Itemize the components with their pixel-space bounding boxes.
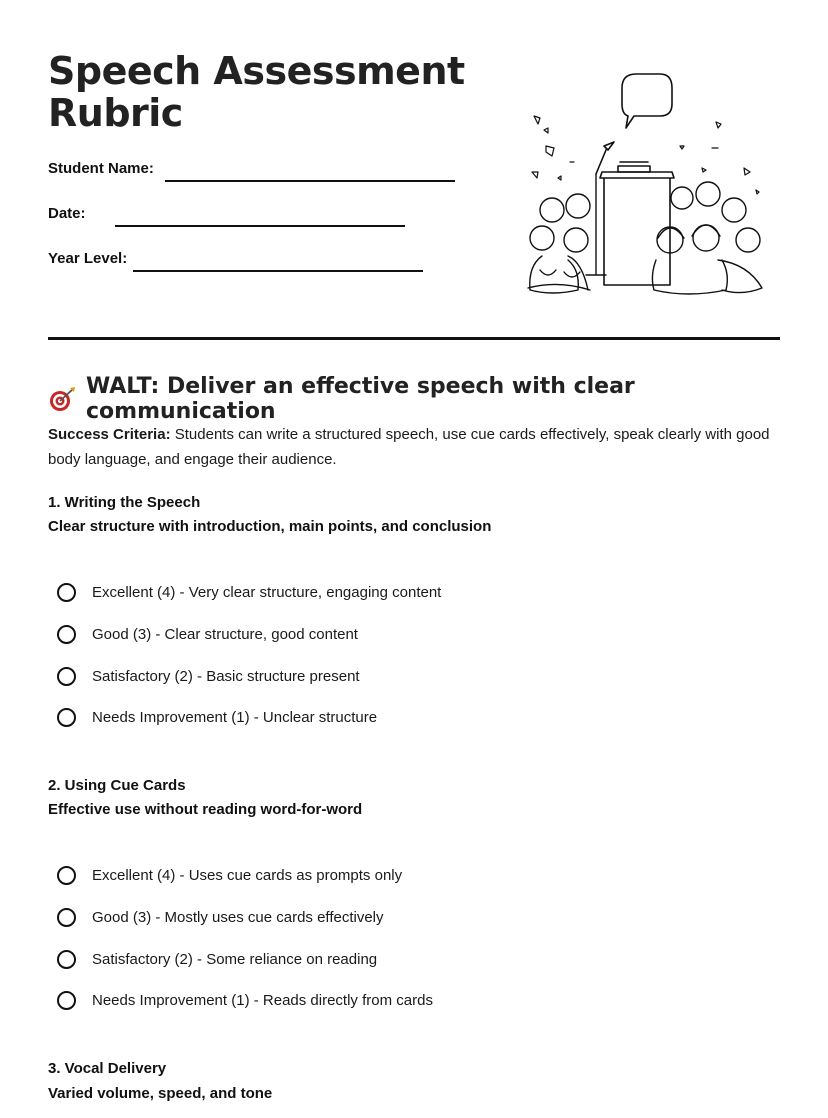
- student-name-label: Student Name:: [48, 160, 154, 177]
- radio-button[interactable]: [57, 991, 76, 1010]
- radio-button[interactable]: [57, 625, 76, 644]
- date-line[interactable]: [115, 225, 405, 227]
- section-2-option-excellent[interactable]: [57, 863, 402, 887]
- success-criteria: [48, 422, 783, 472]
- section-2-option-needs-improvement[interactable]: [57, 988, 433, 1012]
- year-level-label: Year Level:: [48, 250, 128, 267]
- section-3-subtitle: Varied volume, speed, and tone: [48, 1085, 273, 1102]
- section-1-option-good[interactable]: [57, 622, 358, 646]
- divider: [48, 337, 780, 340]
- speech-bubble-icon: [622, 74, 672, 128]
- radio-button[interactable]: [57, 908, 76, 927]
- date-label: Date:: [48, 205, 86, 222]
- target-icon: [48, 386, 78, 412]
- option-label: Excellent (4) - Very clear structure, engaging content: [92, 583, 442, 601]
- option-label: Needs Improvement (1) - Unclear structure: [92, 708, 378, 726]
- section-1-subtitle: Clear structure with introduction, main points, and conclusion: [48, 518, 492, 535]
- radio-button[interactable]: [57, 950, 76, 969]
- microphone-icon: [596, 142, 614, 174]
- children-left: [528, 194, 590, 293]
- section-1-option-needs-improvement[interactable]: [57, 705, 377, 729]
- option-label: Satisfactory (2) - Some reliance on reading: [92, 950, 378, 968]
- section-1-option-satisfactory[interactable]: [57, 664, 360, 688]
- section-2-option-good[interactable]: [57, 905, 384, 929]
- section-1-option-excellent[interactable]: [57, 580, 441, 604]
- section-3-title: 3. Vocal Delivery: [48, 1060, 167, 1077]
- student-name-line[interactable]: [165, 180, 455, 182]
- option-label: Needs Improvement (1) - Reads directly from cards: [92, 991, 433, 1009]
- walt-heading: [48, 374, 808, 424]
- section-1-title: 1. Writing the Speech: [48, 494, 201, 511]
- section-2-title: 2. Using Cue Cards: [48, 777, 186, 794]
- page-title: Speech Assessment Rubric: [48, 49, 465, 135]
- option-label: Satisfactory (2) - Basic structure present: [92, 667, 360, 685]
- option-label: Excellent (4) - Uses cue cards as prompts only: [92, 866, 403, 884]
- radio-button[interactable]: [57, 866, 76, 885]
- children-right: [652, 182, 762, 294]
- radio-button[interactable]: [57, 583, 76, 602]
- option-label: Good (3) - Clear structure, good content: [92, 625, 358, 643]
- radio-button[interactable]: [57, 667, 76, 686]
- section-2-option-satisfactory[interactable]: [57, 947, 377, 971]
- success-criteria-label: Success Criteria:: [48, 426, 171, 443]
- radio-button[interactable]: [57, 708, 76, 727]
- option-label: Good (3) - Mostly uses cue cards effectively: [92, 908, 384, 926]
- section-2-subtitle: Effective use without reading word-for-word: [48, 801, 363, 818]
- speech-illustration: [522, 70, 778, 302]
- success-criteria-text: Students can write a structured speech, use cue cards effectively, speak clearly with good body language, and engage their audience.: [48, 426, 770, 468]
- walt-text: WALT: Deliver an effective speech with clear communication: [86, 374, 635, 424]
- year-level-line[interactable]: [133, 270, 423, 272]
